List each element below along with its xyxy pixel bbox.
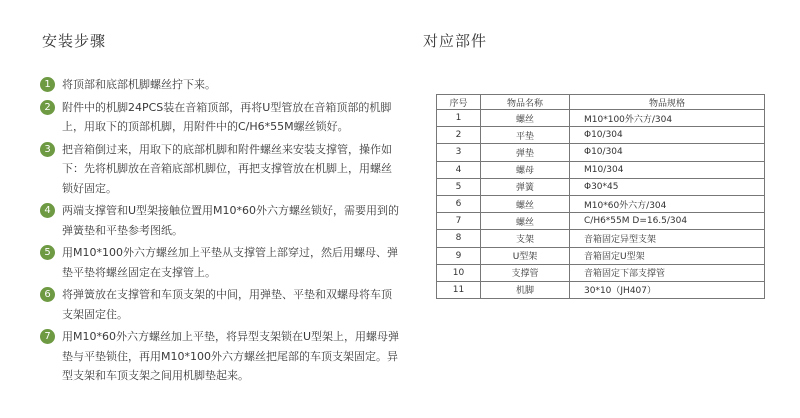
step-text: 把音箱倒过来，用取下的底部机脚和附件螺丝来安装支撑管，操作如下：先将机脚放在音箱底部机脚位，再把支撑管放在机脚上，用螺丝锁好固定。 xyxy=(62,142,392,195)
cell-name: U型架 xyxy=(481,247,570,264)
parts-title: 对应部件 xyxy=(423,32,488,50)
parts-table xyxy=(436,94,765,299)
step-item xyxy=(40,327,400,386)
cell-no: 11 xyxy=(437,281,481,298)
table-row xyxy=(437,144,765,161)
table-row xyxy=(437,230,765,247)
cell-spec: 30*10（JH407） xyxy=(570,281,765,298)
cell-no: 5 xyxy=(437,178,481,195)
table-row xyxy=(437,213,765,230)
header-spec: 物品规格 xyxy=(570,95,765,110)
step-item xyxy=(40,75,400,95)
cell-name: 螺丝 xyxy=(481,110,570,127)
cell-no: 4 xyxy=(437,161,481,178)
table-row xyxy=(437,247,765,264)
step-item xyxy=(40,285,400,324)
cell-spec: Φ10/304 xyxy=(570,144,765,161)
cell-spec: M10*100外六方/304 xyxy=(570,110,765,127)
cell-spec: 音箱固定异型支架 xyxy=(570,230,765,247)
cell-no: 6 xyxy=(437,195,481,212)
step-item xyxy=(40,243,400,282)
header-name: 物品名称 xyxy=(481,95,570,110)
cell-no: 8 xyxy=(437,230,481,247)
cell-no: 1 xyxy=(437,110,481,127)
cell-spec: 音箱固定U型架 xyxy=(570,247,765,264)
cell-no: 9 xyxy=(437,247,481,264)
step-text: 将顶部和底部机脚螺丝拧下来。 xyxy=(62,78,216,91)
cell-no: 7 xyxy=(437,213,481,230)
step-number-badge: 4 xyxy=(40,203,55,218)
cell-spec: M10*60外六方/304 xyxy=(570,195,765,212)
step-text: 用M10*60外六方螺丝加上平垫，将异型支架锁在U型架上，用螺母弹垫与平垫锁住，再用M10*100外六方螺丝把尾部的车顶支架固定。异型支架和车顶支架之间用机脚垫起来。 xyxy=(62,330,400,382)
cell-name: 螺母 xyxy=(481,161,570,178)
table-row xyxy=(437,110,765,127)
cell-name: 螺丝 xyxy=(481,213,570,230)
table-header-row xyxy=(437,95,765,110)
step-number-badge: 1 xyxy=(40,77,55,92)
step-text: 附件中的机脚24PCS装在音箱顶部，再将U型管放在音箱顶部的机脚上，用取下的顶部机脚，用附件中的C/H6*55M螺丝锁好。 xyxy=(62,100,392,133)
install-steps-list xyxy=(40,75,400,389)
cell-name: 平垫 xyxy=(481,127,570,144)
cell-no: 10 xyxy=(437,264,481,281)
step-text: 两端支撑管和U型架接触位置用M10*60外六方螺丝锁好，需要用到的弹簧垫和平垫参考图纸。 xyxy=(62,204,400,237)
cell-name: 支撑管 xyxy=(481,264,570,281)
step-number-badge: 6 xyxy=(40,287,55,302)
cell-no: 3 xyxy=(437,144,481,161)
cell-name: 支架 xyxy=(481,230,570,247)
step-number-badge: 3 xyxy=(40,142,55,157)
step-number-badge: 5 xyxy=(40,245,55,260)
install-steps-title: 安装步骤 xyxy=(42,32,107,50)
step-item xyxy=(40,98,400,137)
table-row xyxy=(437,161,765,178)
cell-name: 机脚 xyxy=(481,281,570,298)
table-row xyxy=(437,195,765,212)
cell-spec: Φ10/304 xyxy=(570,127,765,144)
table-row xyxy=(437,264,765,281)
cell-name: 螺丝 xyxy=(481,195,570,212)
cell-name: 弹垫 xyxy=(481,144,570,161)
step-number-badge: 2 xyxy=(40,100,55,115)
table-row xyxy=(437,127,765,144)
step-item xyxy=(40,201,400,240)
step-text: 将弹簧放在支撑管和车顶支架的中间，用弹垫、平垫和双螺母将车顶支架固定住。 xyxy=(62,288,392,321)
header-no: 序号 xyxy=(437,95,481,110)
step-text: 用M10*100外六方螺丝加上平垫从支撑管上部穿过，然后用螺母、弹垫平垫将螺丝固定在支撑管上。 xyxy=(62,246,398,279)
step-number-badge: 7 xyxy=(40,329,55,344)
cell-name: 弹簧 xyxy=(481,178,570,195)
cell-no: 2 xyxy=(437,127,481,144)
cell-spec: C/H6*55M D=16.5/304 xyxy=(570,213,765,230)
table-row xyxy=(437,281,765,298)
cell-spec: Φ30*45 xyxy=(570,178,765,195)
table-row xyxy=(437,178,765,195)
cell-spec: M10/304 xyxy=(570,161,765,178)
cell-spec: 音箱固定下部支撑管 xyxy=(570,264,765,281)
step-item xyxy=(40,140,400,199)
